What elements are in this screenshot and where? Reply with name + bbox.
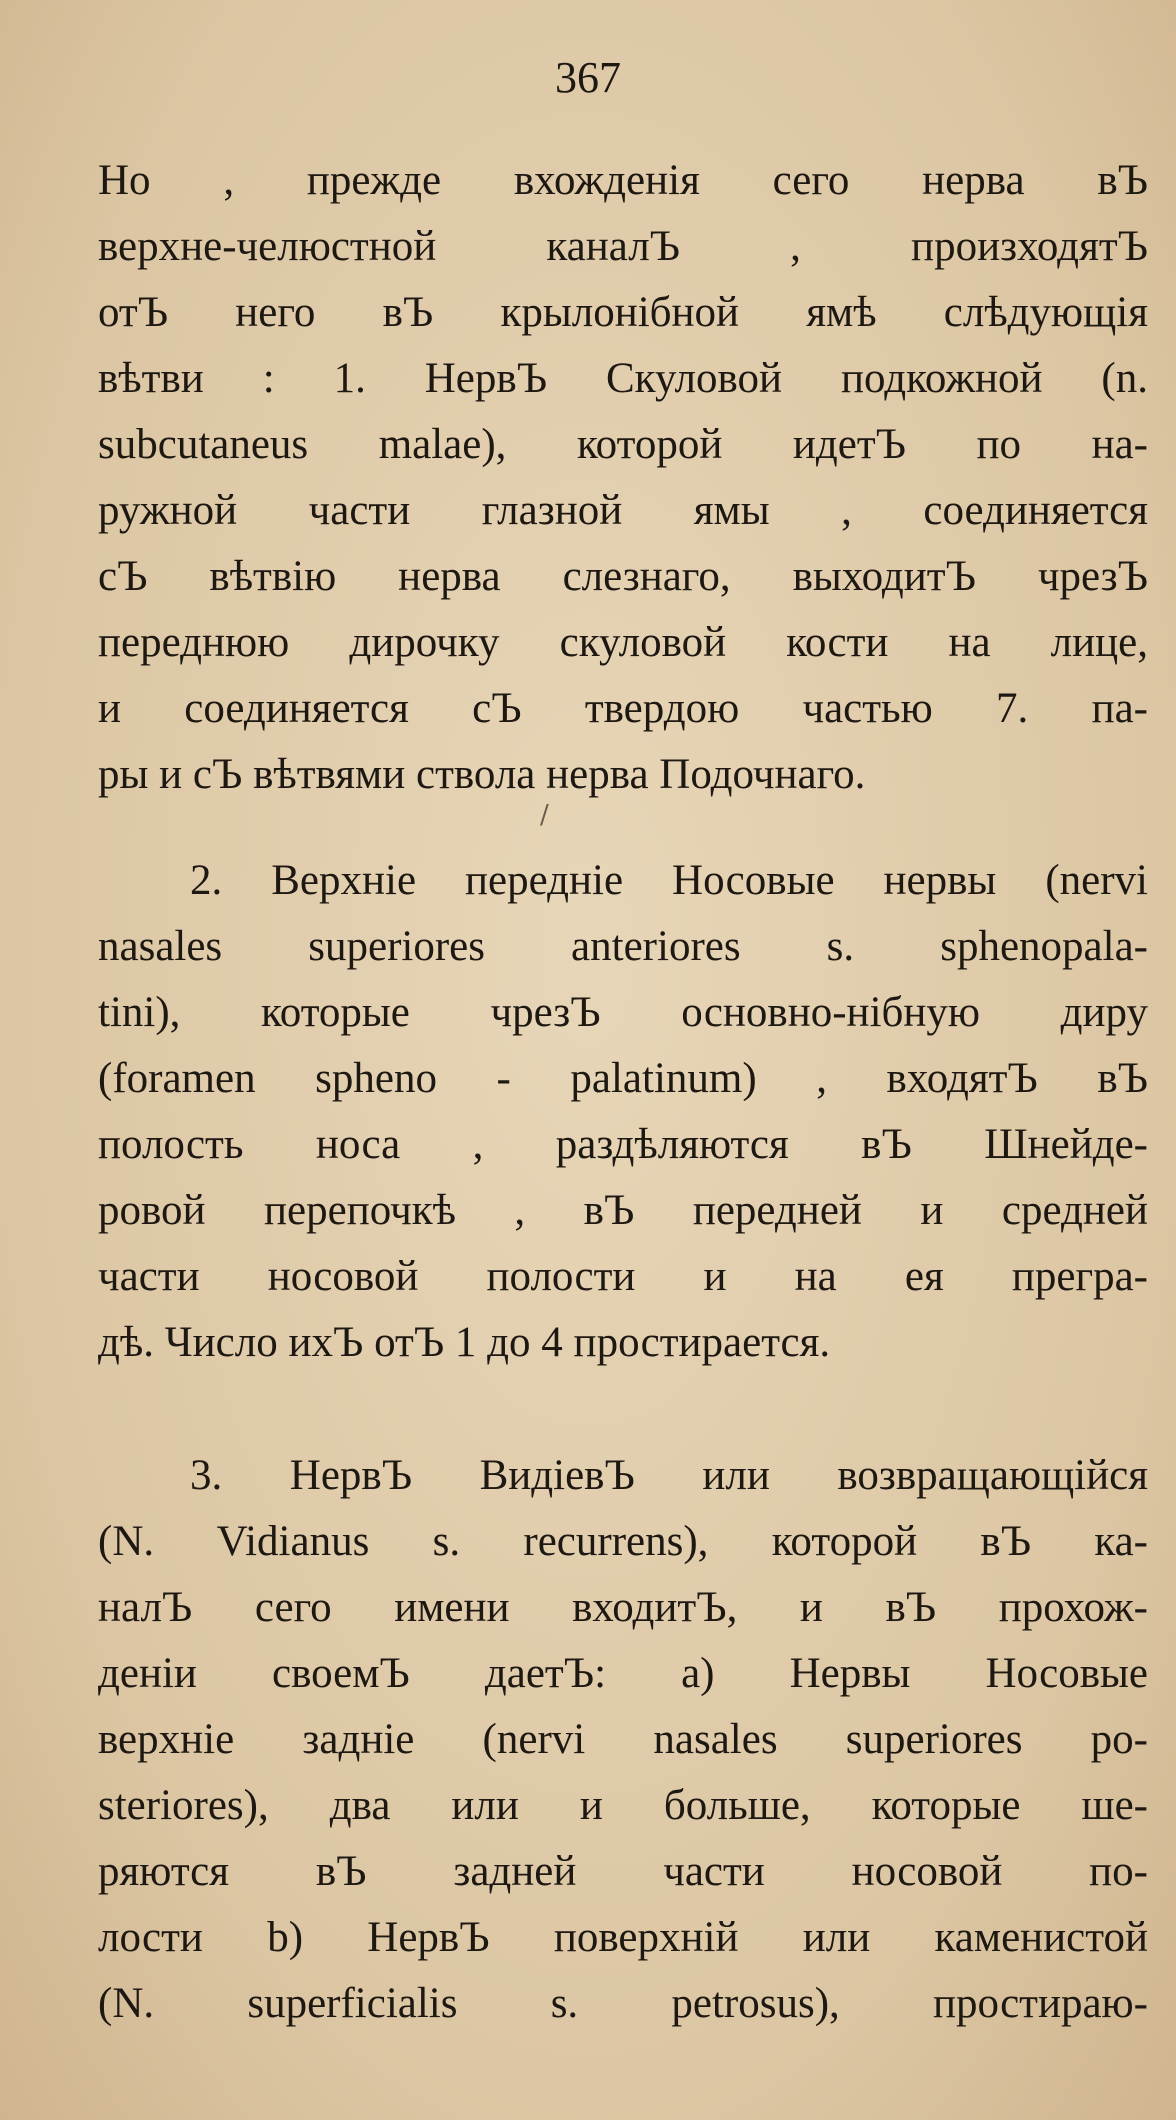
paragraph-2	[98, 848, 1148, 1376]
stray-mark: /	[540, 800, 549, 830]
text-line: ружной части глазной ямы , соединяется	[98, 487, 1148, 534]
text-line: (N. Vidianus s. recurrens), которой вЪ ка-	[98, 1518, 1148, 1565]
text-line: nasales superiores anteriores s. sphenopala-	[98, 923, 1148, 970]
text-line: ровой перепочкѣ , вЪ передней и средней	[98, 1187, 1148, 1234]
text-line: steriores), два или и больше, которые ше-	[98, 1782, 1148, 1829]
text-line: вѣтви : 1. НервЪ Скуловой подкожной (n.	[98, 355, 1148, 402]
text-line: части носовой полости и на ея прегра-	[98, 1253, 1148, 1300]
text-line: переднюю дирочку скуловой кости на лице,	[98, 619, 1148, 666]
paragraph-3	[98, 1443, 1148, 2037]
text-line: и соединяется сЪ твердою частью 7. па-	[98, 685, 1148, 732]
text-line: 3. НервЪ ВидіевЪ или возвращающійся	[190, 1452, 1148, 1499]
text-line: ряются вЪ задней части носовой по-	[98, 1848, 1148, 1895]
text-line: 2. Верхніе передніе Носовые нервы (nervi	[190, 857, 1148, 904]
text-line: tini), которые чрезЪ основно-нібную диру	[98, 989, 1148, 1036]
text-line: дѣ. Число ихЪ отЪ 1 до 4 простирается.	[98, 1319, 831, 1366]
text-line: subcutaneus malae), которой идетЪ по на-	[98, 421, 1148, 468]
page-number: 367	[555, 53, 621, 102]
text-line: (foramen spheno - palatinum) , входятЪ вЪ	[98, 1055, 1148, 1102]
paragraph-1	[98, 148, 1148, 808]
text-line: ры и сЪ вѣтвями ствола нерва Подочнаго.	[98, 751, 866, 798]
text-line: Но , прежде вхожденія сего нерва вЪ	[98, 157, 1148, 204]
text-line: (N. superficialis s. petrosus), простираю-	[98, 1980, 1148, 2027]
text-line: верхне-челюстной каналЪ , произходятЪ	[98, 223, 1148, 270]
text-line: налЪ сего имени входитЪ, и вЪ прохож-	[98, 1584, 1148, 1631]
text-line: верхніе задніе (nervi nasales superiores po-	[98, 1716, 1148, 1763]
text-line: лости b) НервЪ поверхній или каменистой	[98, 1914, 1148, 1961]
text-line: полость носа , раздѣляются вЪ Шнейде-	[98, 1121, 1148, 1168]
text-line: отЪ него вЪ крылонібной ямѣ слѣдующія	[98, 289, 1148, 336]
text-line: деніи своемЪ даетЪ: a) Нервы Носовые	[98, 1650, 1148, 1697]
text-line: сЪ вѣтвію нерва слезнаго, выходитЪ чрезЪ	[98, 553, 1148, 600]
